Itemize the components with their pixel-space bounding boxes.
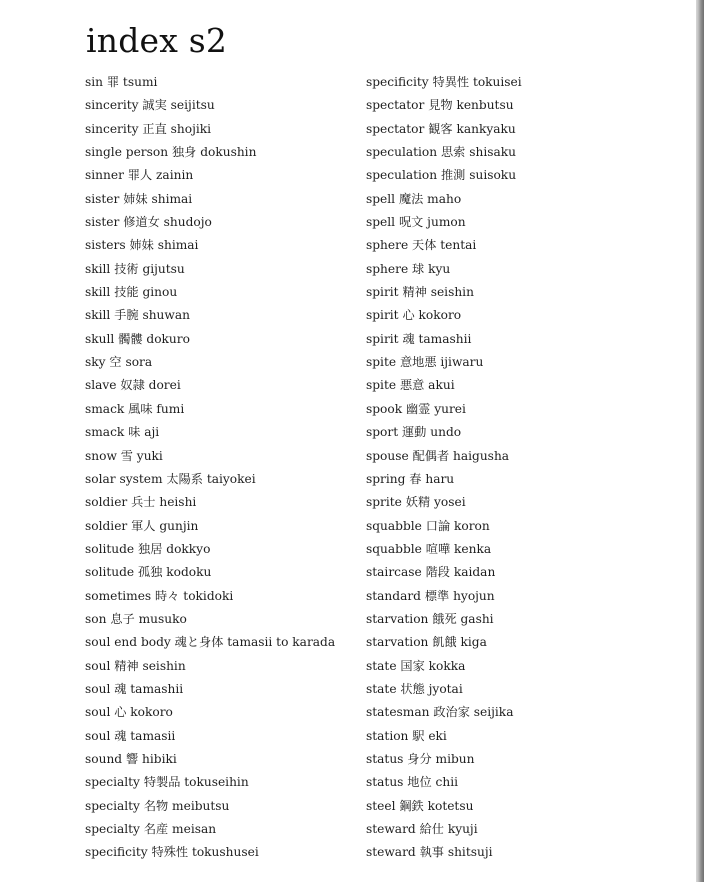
index-entry: slave 奴隷 dorei bbox=[85, 378, 181, 393]
index-entry: skill 技術 gijutsu bbox=[85, 261, 185, 276]
index-entry: speculation 推測 suisoku bbox=[366, 168, 517, 183]
index-entry: soul 魂 tamashii bbox=[85, 681, 184, 696]
index-entry: soldier 軍人 gunjin bbox=[85, 518, 199, 533]
index-entry: starvation 飢餓 kiga bbox=[366, 635, 487, 650]
index-entry: sisters 姉妹 shimai bbox=[85, 238, 199, 253]
index-entry: soldier 兵士 heishi bbox=[85, 495, 197, 510]
index-entry: smack 味 aji bbox=[85, 425, 160, 440]
index-entry: spite 意地悪 ijiwaru bbox=[366, 355, 484, 370]
index-entry: speculation 思索 shisaku bbox=[366, 145, 516, 160]
index-entry: status 地位 chii bbox=[366, 775, 459, 790]
index-entry: spirit 精神 seishin bbox=[366, 285, 474, 300]
index-entry: solitude 独居 dokkyo bbox=[85, 541, 211, 556]
index-entry: specificity 特殊性 tokushusei bbox=[85, 845, 259, 860]
index-entry: spouse 配偶者 haigusha bbox=[366, 448, 510, 463]
index-entry: sky 空 sora bbox=[85, 355, 153, 370]
index-entry: spirit 心 kokoro bbox=[366, 308, 462, 323]
index-entry: starvation 餓死 gashi bbox=[366, 611, 494, 626]
index-entry: sin 罪 tsumi bbox=[85, 75, 158, 89]
index-entry: soul 精神 seishin bbox=[85, 658, 186, 673]
index-entry: soul 心 kokoro bbox=[85, 705, 173, 720]
index-entry: spectator 観客 kankyaku bbox=[366, 121, 516, 136]
index-entry: solitude 孤独 kodoku bbox=[85, 565, 212, 580]
index-entry: steward 執事 shitsuji bbox=[366, 845, 493, 860]
index-entry: son 息子 musuko bbox=[85, 611, 187, 626]
index-entry: specificity 特異性 tokuisei bbox=[366, 75, 522, 89]
index-entry: spectator 見物 kenbutsu bbox=[366, 98, 514, 113]
index-entry: sport 運動 undo bbox=[366, 425, 462, 440]
index-column-left bbox=[85, 71, 355, 865]
index-entry: specialty 名物 meibutsu bbox=[85, 798, 230, 813]
page-edge-shadow bbox=[696, 0, 704, 882]
index-entry: snow 雪 yuki bbox=[85, 448, 163, 463]
index-column-right bbox=[366, 71, 666, 865]
index-entry: steel 鋼鉄 kotetsu bbox=[366, 798, 474, 813]
index-entry: skill 手腕 shuwan bbox=[85, 308, 190, 323]
index-entry: statesman 政治家 seijika bbox=[366, 705, 514, 720]
index-entry: sincerity 誠実 seijitsu bbox=[85, 98, 215, 113]
index-entry: specialty 特製品 tokuseihin bbox=[85, 775, 249, 790]
index-entry: skull 髑髏 dokuro bbox=[85, 331, 190, 346]
index-entry: soul 魂 tamasii bbox=[85, 728, 176, 743]
index-entry: state 状態 jyotai bbox=[366, 681, 463, 696]
index-entry: sometimes 時々 tokidoki bbox=[85, 588, 234, 603]
index-entry: spirit 魂 tamashii bbox=[366, 331, 472, 346]
index-entry: sphere 天体 tentai bbox=[366, 238, 477, 253]
index-entry: sister 姉妹 shimai bbox=[85, 191, 193, 206]
index-entry: sound 響 hibiki bbox=[85, 751, 177, 766]
index-entry: steward 給仕 kyuji bbox=[366, 822, 478, 836]
index-entry: spell 魔法 maho bbox=[366, 191, 462, 206]
index-entry: spite 悪意 akui bbox=[366, 378, 455, 393]
index-entry: skill 技能 ginou bbox=[85, 285, 178, 300]
index-entry: staircase 階段 kaidan bbox=[366, 565, 496, 580]
index-entry: spring 春 haru bbox=[366, 471, 455, 486]
index-entry: status 身分 mibun bbox=[366, 751, 475, 766]
index-entry: specialty 名産 meisan bbox=[85, 822, 217, 836]
index-entry: smack 風味 fumi bbox=[85, 401, 185, 416]
index-entry: sinner 罪人 zainin bbox=[85, 168, 194, 183]
index-entry: squabble 喧嘩 kenka bbox=[366, 541, 492, 556]
index-entry: spook 幽霊 yurei bbox=[366, 401, 466, 416]
index-entry: station 駅 eki bbox=[366, 728, 447, 743]
index-entry: sincerity 正直 shojiki bbox=[85, 121, 212, 136]
index-entry: sprite 妖精 yosei bbox=[366, 495, 466, 510]
index-entry: sister 修道女 shudojo bbox=[85, 215, 212, 230]
index-entry: standard 標準 hyojun bbox=[366, 588, 495, 603]
index-entry: soul end body 魂と身体 tamasii to karada bbox=[85, 635, 336, 650]
index-entry: spell 呪文 jumon bbox=[366, 215, 466, 230]
page-title: index s2 bbox=[86, 21, 228, 60]
index-entry: squabble 口論 koron bbox=[366, 518, 490, 533]
index-entry: single person 独身 dokushin bbox=[85, 145, 257, 160]
index-entry: solar system 太陽系 taiyokei bbox=[85, 471, 256, 486]
index-entry: sphere 球 kyu bbox=[366, 261, 451, 276]
index-entry: state 国家 kokka bbox=[366, 658, 466, 673]
